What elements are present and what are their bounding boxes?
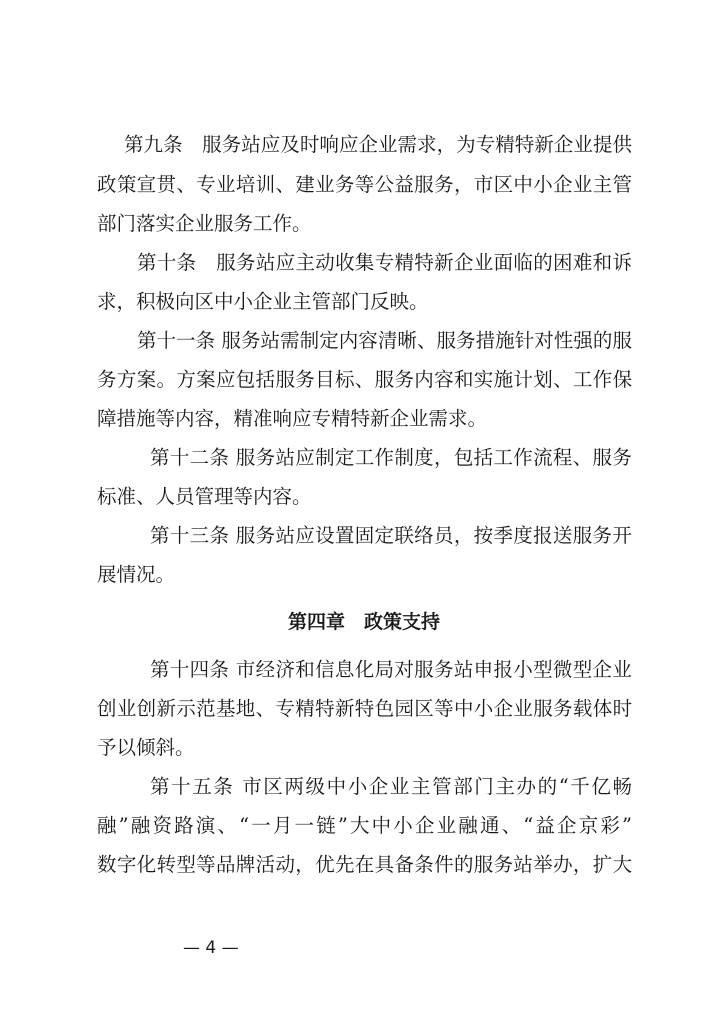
article-14-line-1: 第十四条 市经济和信息化局对服务站申报小型微型企业 [150,658,633,681]
article-15-line-1: 第十五条 市区两级中小企业主管部门主办的“千亿畅 [150,775,634,798]
article-14-line-2: 创业创新示范基地、专精特新特色园区等中小企业服务载体时 [97,697,633,720]
article-13-line-1: 第十三条 服务站应设置固定联络员，按季度报送服务开 [150,524,633,547]
article-11-line-1: 第十一条 服务站需制定内容清晰、服务措施针对性强的服 [137,329,632,352]
article-9-line-2: 政策宣贯、专业培训、建业务等公益服务，市区中小企业主管 [97,173,633,196]
article-12-line-2: 标准、人员管理等内容。 [97,485,312,508]
article-10-line-2: 求，积极向区中小企业主管部门反映。 [97,290,429,313]
article-9-line-1: 第九条 服务站应及时响应企业需求，为专精特新企业提供 [124,133,633,156]
article-15-line-3: 数字化转型等品牌活动，优先在具备条件的服务站举办，扩大 [97,853,633,876]
page-number: — 4 — [183,938,239,958]
article-10-line-1: 第十条 服务站应主动收集专精特新企业面临的困难和诉 [137,251,633,274]
article-14-line-3: 予以倾斜。 [97,736,195,759]
article-12-line-1: 第十二条 服务站应制定工作制度，包括工作流程、服务 [150,446,633,469]
article-9-line-3: 部门落实企业服务工作。 [97,212,312,235]
article-11-line-2: 务方案。方案应包括服务目标、服务内容和实施计划、工作保 [97,368,633,391]
article-11-line-3: 障措施等内容，精准响应专精特新企业需求。 [97,407,488,430]
article-15-line-2: 融”融资路演、“一月一链”大中小企业融通、“益企京彩” [97,814,635,837]
chapter-4-heading: 第四章 政策支持 [288,611,441,633]
article-13-line-2: 展情况。 [97,563,176,586]
